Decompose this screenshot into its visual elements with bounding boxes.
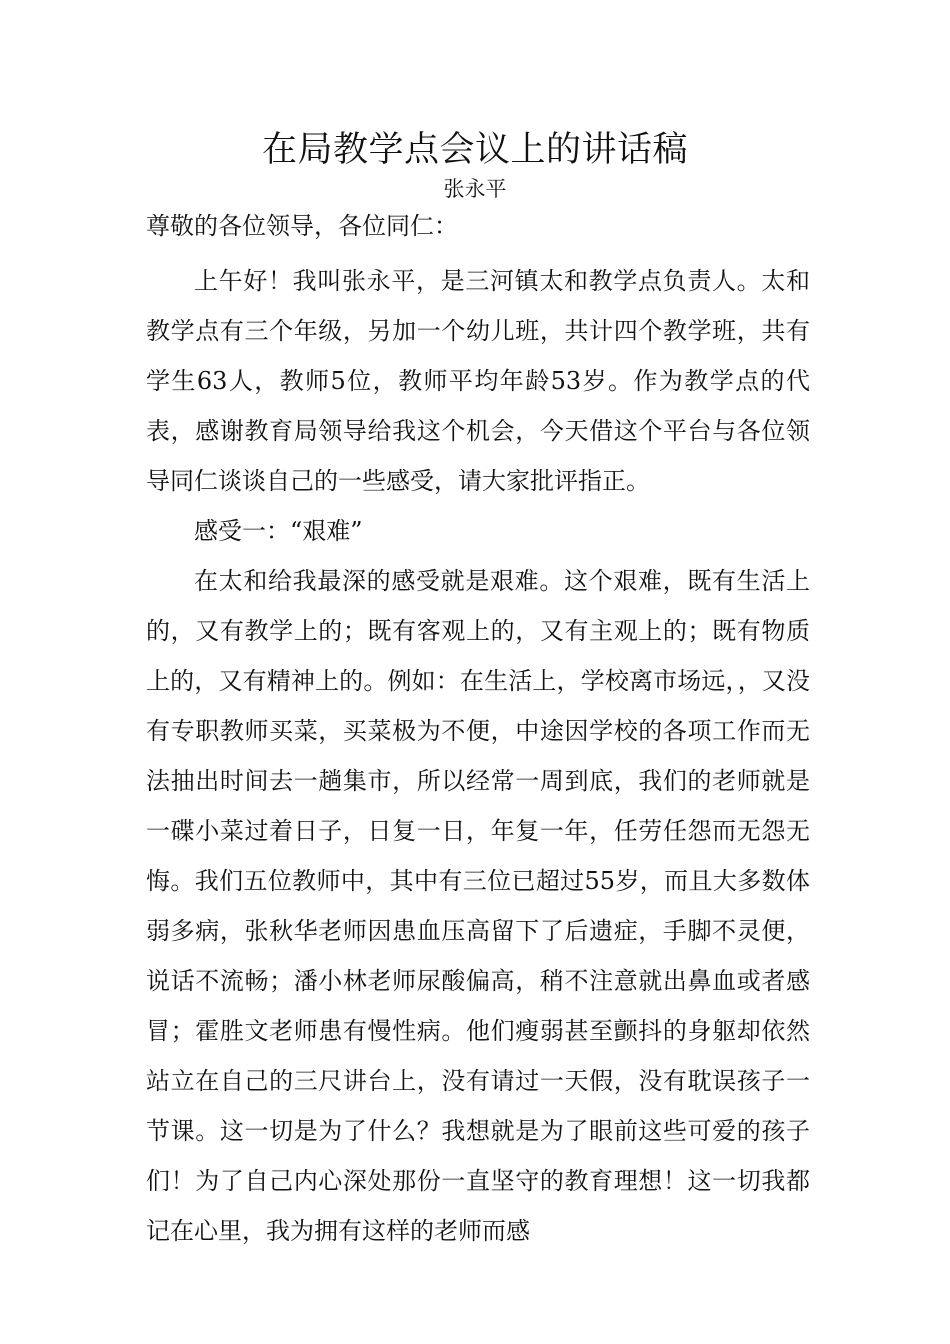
author-name: 张永平 xyxy=(443,177,507,201)
salutation: 尊敬的各位领导，各位同仁： xyxy=(146,212,458,240)
paragraph-hardship: 在太和给我最深的感受就是艰难。这个艰难，既有生活上的，又有教学上的；既有客观上的，又有主观上的；既有物质上的，又有精神上的。例如：在生活上，学校离市场远，，又没有专职教师买菜，买菜极为不便，中途因学校的各项工作而无法抽出时间去一趟集市，所以经常一周到底，我们的老师就是一碟小菜过着日子，日复一日，年复一年，任劳任怨而无怨无悔。我们五位教师中，其中有三位已超过55岁，而且大多数体弱多病，张秋华老师因患血压高留下了后遗症，手脚不灵便，说话不流畅；潘小林老师尿酸偏高，稍不注意就出鼻血或者感冒；霍胜文老师患有慢性病。他们瘦弱甚至颤抖的身躯却依然站立在自己的三尺讲台上，没有请过一天假，没有耽误孩子一节课。这一切是为了什么？我想就是为了眼前这些可爱的孩子们！为了自己内心深处那份一直坚守的教育理想！这一切我都记在心里，我为拥有这样的老师而感 xyxy=(146,567,810,1245)
body-text xyxy=(146,256,810,1256)
document-title: 在局教学点会议上的讲话稿 xyxy=(261,130,688,170)
paragraph-greeting: 上午好！我叫张永平，是三河镇太和教学点负责人。太和教学点有三个年级，另加一个幼儿班，共计四个教学班，共有学生63人，教师5位，教师平均年龄53岁。作为教学点的代表，感谢教育局领导给我这个机会，今天借这个平台与各位领导同仁谈谈自己的一些感受，请大家批评指正。 xyxy=(146,267,810,495)
paragraph-heading-feeling-one: 感受一：“艰难” xyxy=(194,517,363,545)
